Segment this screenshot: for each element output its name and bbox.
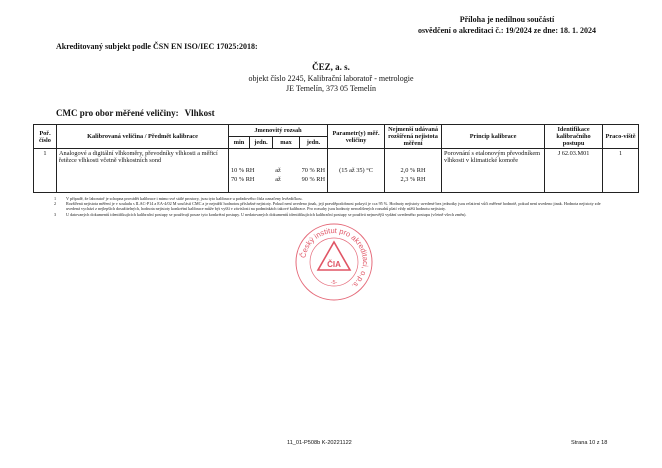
row-workplace: 1 bbox=[603, 149, 639, 193]
cmc-label: CMC pro obor měřené veličiny: bbox=[56, 108, 179, 118]
row-identification: J 62.03.M01 bbox=[545, 149, 603, 193]
organization-name: ČEZ, a. s. bbox=[312, 62, 350, 72]
header-unit2: jedn. bbox=[300, 137, 328, 149]
cmc-value: Vlhkost bbox=[184, 108, 215, 118]
range1-separator: až bbox=[275, 167, 281, 174]
accredited-subject-label: Akreditovaný subjekt podle ČSN EN ISO/IEC 17025:2018: bbox=[56, 42, 258, 51]
row-num: 1 bbox=[34, 149, 57, 193]
cmc-table bbox=[33, 124, 639, 193]
header-identification: Identifikace kalibračního postupu bbox=[545, 125, 603, 149]
range2-unit2: RH bbox=[316, 176, 326, 183]
header-unit1: jedn. bbox=[250, 137, 273, 149]
header-num: Poř. číslo bbox=[34, 125, 57, 149]
accreditation-stamp bbox=[294, 222, 374, 302]
page-number: Strana 10 z 18 bbox=[571, 440, 608, 446]
range2-unit1: RH bbox=[245, 176, 255, 183]
stamp-number: -5- bbox=[330, 280, 338, 286]
row-uncertainty bbox=[385, 149, 442, 193]
stamp-center-mark: ČIA bbox=[327, 260, 341, 269]
annex-line2: osvědčení o akreditaci č.: 19/2024 ze dne: 18. 1. 2024 bbox=[417, 26, 596, 35]
header-uncertainty: Nejmenší udávaná rozšířená nejistota měření bbox=[385, 125, 442, 149]
footnote: 3 U datovaných dokumentů identifikujících kalibrační postupy se používají pouze tyto konkrétní postupy. U nedatovaných dokumentů identifikujících kalibrační postupy se používá nejnovější vydání uvedeného postupu (včetně všech změn). bbox=[54, 211, 467, 217]
footnote: 1 V případě, že laboratoř je schopna provádět kalibrace i mimo své stálé prostory, jsou tyto kalibrace u pořadového čísla označeny hvězdičkou. bbox=[54, 196, 303, 201]
table-row bbox=[34, 149, 639, 193]
cmc-heading bbox=[56, 108, 215, 118]
range2-separator: až bbox=[275, 176, 281, 183]
range1-max: 70 % bbox=[301, 167, 315, 174]
header-params: Parametr(y) měř. veličiny bbox=[328, 125, 385, 149]
footnotes bbox=[54, 196, 614, 217]
range2-min: 70 % bbox=[231, 176, 245, 183]
header-max: max bbox=[273, 137, 300, 149]
header-range: Jmenovitý rozsah bbox=[229, 125, 328, 137]
document-code: 11_01-P508b K-20221122 bbox=[287, 440, 352, 446]
uncertainty-1: 2,0 % RH bbox=[400, 167, 426, 174]
range1-unit2: RH bbox=[316, 167, 326, 174]
address-line2: JE Temelín, 373 05 Temelín bbox=[286, 84, 376, 93]
row-range bbox=[229, 149, 328, 193]
row-params: (15 až 35) °C bbox=[328, 149, 385, 193]
row-quantity: Analogové a digitální vlhkoměry, převodníky vlhkosti a měřicí řetězce vlhkosti včetně vlhkostních sond bbox=[57, 149, 229, 193]
annex-line1: Příloha je nedílnou součástí bbox=[459, 15, 555, 24]
header-workplace: Praco-viště bbox=[603, 125, 639, 149]
annex-header bbox=[418, 14, 596, 36]
range2-max: 90 % bbox=[301, 176, 315, 183]
header-quantity: Kalibrovaná veličina / Předmět kalibrace bbox=[57, 125, 229, 149]
footnote: 2 Rozšířená nejistota měření je v souladu s ILAC-P14 a EA-4/02 M součástí CMC a je nejnižší hodnotou příslušné nejistoty. Pokud není uvedeno jinak, její pravděpodobnost pokrytí je cca 95 %. Hodnoty nejistoty uvedené bez jednotky jsou relativní vůči měřené hodnotě, pokud není uvedeno jinak. Hodnota nejistoty zde uvedená vychází z nejlepších dosažitelných, hodnota nejistoty konkrétní kalibrace může být vyšší v závislosti na podmínkách takové kalibrace. Pro rozsahy jsou hodnoty nerozlišených rozsahů platí vždy nižší hodnotu nejistoty. bbox=[54, 201, 601, 212]
row-principle: Porovnání s etalonovým převodníkem vlhkosti v klimatické komoře bbox=[442, 149, 545, 193]
uncertainty-2: 2,3 % RH bbox=[400, 176, 426, 183]
stamp-ring-text: Český institut pro akreditaci, o.p.s. bbox=[298, 225, 371, 291]
address-line1: objekt číslo 2245, Kalibrační laboratoř - metrologie bbox=[248, 74, 414, 83]
header-min: min bbox=[229, 137, 250, 149]
header-principle: Princip kalibrace bbox=[442, 125, 545, 149]
range1-unit1: RH bbox=[245, 167, 255, 174]
range1-min: 10 % bbox=[231, 167, 245, 174]
